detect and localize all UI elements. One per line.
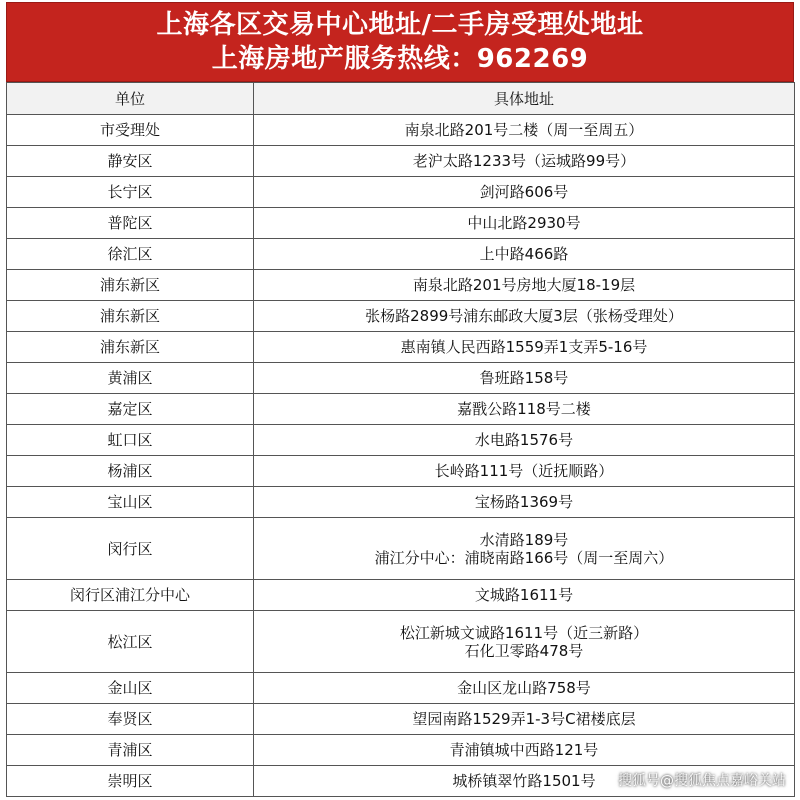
address-cell — [254, 518, 795, 580]
address-cell — [254, 394, 795, 425]
address-line: 鲁班路158号 — [479, 369, 569, 387]
unit-cell: 市受理处 — [7, 115, 254, 146]
unit-cell: 嘉定区 — [7, 394, 254, 425]
address-line: 南泉北路201号房地大厦18-19层 — [412, 276, 636, 294]
unit-cell: 浦东新区 — [7, 332, 254, 363]
table-row — [7, 394, 795, 425]
address-cell — [254, 456, 795, 487]
table-row — [7, 611, 795, 673]
address-line: 长岭路111号（近抚顺路） — [434, 462, 614, 480]
address-line: 望园南路1529弄1-3号C裙楼底层 — [412, 710, 636, 728]
address-cell — [254, 704, 795, 735]
address-line: 惠南镇人民西路1559弄1支弄5-16号 — [400, 338, 648, 356]
table-row — [7, 332, 795, 363]
watermark: 搜狐号@搜狐焦点嘉峪关站 — [618, 773, 786, 789]
address-line: 城桥镇翠竹路1501号 — [452, 772, 596, 790]
unit-cell: 闵行区 — [7, 518, 254, 580]
address-line: 南泉北路201号二楼（周一至周五） — [404, 121, 644, 139]
table-row — [7, 580, 795, 611]
address-line: 上中路466路 — [479, 245, 569, 263]
table-row — [7, 177, 795, 208]
table-row — [7, 363, 795, 394]
unit-cell: 黄浦区 — [7, 363, 254, 394]
table-row — [7, 146, 795, 177]
address-line: 嘉戬公路118号二楼 — [457, 400, 591, 418]
header-unit: 单位 — [7, 83, 254, 115]
table-row — [7, 208, 795, 239]
unit-cell: 徐汇区 — [7, 239, 254, 270]
address-cell — [254, 673, 795, 704]
table-row — [7, 239, 795, 270]
address-cell — [254, 735, 795, 766]
table-row — [7, 425, 795, 456]
unit-cell: 松江区 — [7, 611, 254, 673]
unit-cell: 虹口区 — [7, 425, 254, 456]
address-line: 松江新城文诚路1611号（近三新路） — [399, 623, 649, 642]
table-row — [7, 673, 795, 704]
address-cell — [254, 425, 795, 456]
unit-cell: 浦东新区 — [7, 270, 254, 301]
table-body — [7, 115, 795, 797]
address-cell — [254, 177, 795, 208]
unit-cell: 奉贤区 — [7, 704, 254, 735]
header-address: 具体地址 — [254, 83, 795, 115]
address-cell — [254, 580, 795, 611]
table-row — [7, 301, 795, 332]
unit-cell: 宝山区 — [7, 487, 254, 518]
table-row — [7, 270, 795, 301]
address-line: 水电路1576号 — [474, 431, 574, 449]
banner-hotline: 上海房地产服务热线：962269 — [211, 44, 589, 74]
unit-cell: 杨浦区 — [7, 456, 254, 487]
address-line: 金山区龙山路758号 — [457, 679, 591, 697]
address-line: 中山北路2930号 — [467, 214, 581, 232]
address-cell — [254, 270, 795, 301]
address-cell — [254, 301, 795, 332]
table-row — [7, 456, 795, 487]
unit-cell: 长宁区 — [7, 177, 254, 208]
address-table — [6, 82, 795, 797]
address-cell — [254, 611, 795, 673]
address-line: 张杨路2899号浦东邮政大厦3层（张杨受理处） — [365, 307, 683, 325]
unit-cell: 静安区 — [7, 146, 254, 177]
address-cell — [254, 363, 795, 394]
address-line: 水清路189号 — [479, 530, 569, 549]
address-line: 文城路1611号 — [474, 586, 574, 604]
table-row — [7, 487, 795, 518]
address-cell — [254, 332, 795, 363]
address-cell — [254, 487, 795, 518]
address-line: 青浦镇城中西路121号 — [449, 741, 599, 759]
table-row — [7, 704, 795, 735]
table-row — [7, 518, 795, 580]
unit-cell: 普陀区 — [7, 208, 254, 239]
title-banner — [6, 2, 794, 82]
address-line: 剑河路606号 — [479, 183, 569, 201]
banner-title: 上海各区交易中心地址/二手房受理处地址 — [156, 10, 644, 40]
unit-cell: 金山区 — [7, 673, 254, 704]
address-cell — [254, 115, 795, 146]
address-cell — [254, 208, 795, 239]
address-line: 老沪太路1233号（运城路99号） — [412, 152, 636, 170]
table-row — [7, 115, 795, 146]
table-header-row — [7, 83, 795, 115]
unit-cell: 浦东新区 — [7, 301, 254, 332]
address-line: 石化卫零路478号 — [464, 641, 584, 660]
address-line: 宝杨路1369号 — [474, 493, 574, 511]
unit-cell: 崇明区 — [7, 766, 254, 797]
table-row — [7, 735, 795, 766]
address-cell — [254, 146, 795, 177]
unit-cell: 青浦区 — [7, 735, 254, 766]
document — [6, 2, 794, 797]
address-line: 浦江分中心：浦晓南路166号（周一至周六） — [374, 548, 674, 567]
unit-cell: 闵行区浦江分中心 — [7, 580, 254, 611]
address-cell — [254, 239, 795, 270]
